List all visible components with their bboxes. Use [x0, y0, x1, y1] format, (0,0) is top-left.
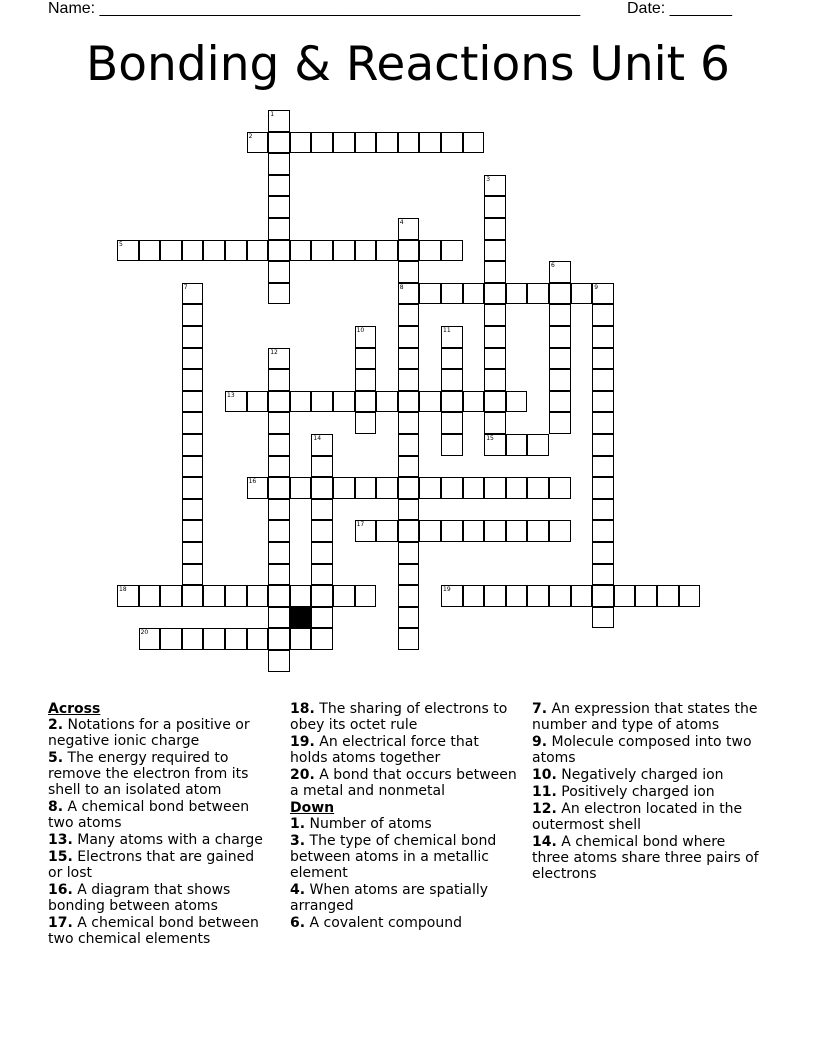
grid-cell[interactable] [355, 326, 377, 348]
grid-cell[interactable] [398, 585, 420, 607]
grid-cell[interactable] [290, 628, 312, 650]
grid-cell[interactable] [398, 391, 420, 413]
grid-cell[interactable] [592, 542, 614, 564]
grid-cell[interactable] [182, 391, 204, 413]
grid-cell[interactable] [657, 585, 679, 607]
grid-cell[interactable] [484, 326, 506, 348]
grid-cell[interactable] [247, 391, 269, 413]
clue-across-17: 17. A chemical bond between two chemical elements [48, 915, 259, 947]
grid-cell[interactable] [247, 132, 269, 154]
grid-cell[interactable] [182, 326, 204, 348]
clue-number: 18 [119, 586, 127, 594]
grid-cell[interactable] [527, 283, 549, 305]
grid-cell[interactable] [592, 456, 614, 478]
clue-across-18: 18. The sharing of electrons to obey its octet rule [290, 701, 508, 733]
grid-cell[interactable] [311, 434, 333, 456]
grid-cell[interactable] [182, 499, 204, 521]
grid-cell[interactable] [398, 369, 420, 391]
grid-cell[interactable] [160, 585, 182, 607]
grid-cell[interactable] [268, 240, 290, 262]
grid-cell[interactable] [355, 369, 377, 391]
grid-cell[interactable] [182, 520, 204, 542]
clues-column-2 [290, 701, 518, 932]
grid-cell[interactable] [355, 132, 377, 154]
clue-number: 5 [119, 240, 123, 248]
grid-cell[interactable] [290, 391, 312, 413]
grid-cell[interactable] [441, 326, 463, 348]
grid-cell[interactable] [441, 391, 463, 413]
clue-down-7: 7. An expression that states the number and type of atoms [532, 701, 758, 733]
grid-cell[interactable] [549, 520, 571, 542]
grid-cell[interactable] [311, 477, 333, 499]
grid-cell[interactable] [484, 391, 506, 413]
clue-number: 7 [183, 283, 188, 291]
grid-cell[interactable] [592, 607, 614, 629]
grid-cell[interactable] [268, 196, 290, 218]
grid-cell[interactable] [355, 412, 377, 434]
black-square [290, 607, 312, 629]
grid-cell[interactable] [441, 240, 463, 262]
clue-number: 3 [486, 175, 491, 183]
grid-cell[interactable] [268, 175, 290, 197]
grid-cell[interactable] [441, 348, 463, 370]
grid-cell[interactable] [506, 283, 528, 305]
grid-cell[interactable] [592, 283, 614, 305]
grid-cell[interactable] [398, 326, 420, 348]
grid-cell[interactable] [268, 391, 290, 413]
grid-cell[interactable] [592, 326, 614, 348]
grid-cell[interactable] [268, 434, 290, 456]
grid-cell[interactable] [311, 132, 333, 154]
grid-cell[interactable] [398, 283, 420, 305]
grid-cell[interactable] [247, 477, 269, 499]
grid-cell[interactable] [592, 477, 614, 499]
grid-cell[interactable] [592, 369, 614, 391]
grid-cell[interactable] [398, 261, 420, 283]
grid-cell[interactable] [484, 477, 506, 499]
grid-cell[interactable] [592, 434, 614, 456]
grid-cell[interactable] [549, 283, 571, 305]
grid-cell[interactable] [463, 132, 485, 154]
grid-cell[interactable] [182, 456, 204, 478]
grid-cell[interactable] [398, 240, 420, 262]
grid-cell[interactable] [419, 391, 441, 413]
grid-cell[interactable] [225, 585, 247, 607]
grid-cell[interactable] [441, 132, 463, 154]
grid-cell[interactable] [311, 542, 333, 564]
grid-cell[interactable] [311, 520, 333, 542]
clue-number: 14 [313, 435, 322, 442]
grid-cell[interactable] [484, 175, 506, 197]
grid-cell[interactable] [290, 585, 312, 607]
clue-across-2: 2. Notations for a positive or negative ionic charge [48, 717, 250, 749]
grid-cell[interactable] [311, 240, 333, 262]
clue-number: 2 [248, 132, 253, 140]
grid-cell[interactable] [376, 477, 398, 499]
grid-cell[interactable] [484, 283, 506, 305]
clue-across-19: 19. An electrical force that holds atoms together [290, 734, 479, 766]
grid-cell[interactable] [441, 520, 463, 542]
grid-cell[interactable] [376, 132, 398, 154]
grid-cell[interactable] [268, 477, 290, 499]
grid-cell[interactable] [549, 261, 571, 283]
grid-cell[interactable] [117, 240, 139, 262]
grid-cell[interactable] [355, 585, 377, 607]
grid-cell[interactable] [203, 240, 225, 262]
grid-cell[interactable] [614, 585, 636, 607]
grid-cell[interactable] [182, 283, 204, 305]
grid-cell[interactable] [441, 585, 463, 607]
clue-number: 1 [270, 111, 275, 118]
grid-cell[interactable] [268, 499, 290, 521]
grid-cell[interactable] [268, 261, 290, 283]
grid-cell[interactable] [484, 369, 506, 391]
grid-cell[interactable] [571, 585, 593, 607]
grid-cell[interactable] [592, 520, 614, 542]
clue-number: 8 [399, 283, 404, 291]
page-title: Bonding & Reactions Unit 6 [86, 37, 730, 92]
clue-down-9: 9. Molecule composed into two atoms [532, 734, 752, 766]
grid-cell[interactable] [203, 585, 225, 607]
grid-cell[interactable] [139, 240, 161, 262]
grid-cell[interactable] [549, 304, 571, 326]
grid-cell[interactable] [592, 391, 614, 413]
grid-cell[interactable] [311, 607, 333, 629]
grid-cell[interactable] [527, 520, 549, 542]
grid-cell[interactable] [506, 434, 528, 456]
grid-cell[interactable] [549, 477, 571, 499]
grid-cell[interactable] [182, 369, 204, 391]
grid-cell[interactable] [333, 132, 355, 154]
grid-cell[interactable] [182, 240, 204, 262]
clue-number: 9 [594, 283, 599, 291]
clue-number: 19 [443, 586, 451, 594]
grid-cell[interactable] [268, 110, 290, 132]
grid-cell[interactable] [398, 499, 420, 521]
grid-cell[interactable] [592, 564, 614, 586]
grid-cell[interactable] [268, 348, 290, 370]
grid-cell[interactable] [506, 520, 528, 542]
grid-cell[interactable] [398, 477, 420, 499]
grid-cell[interactable] [398, 132, 420, 154]
name-line: Name: ______________________________________________________ [48, 0, 581, 17]
grid-cell[interactable] [225, 391, 247, 413]
grid-cell[interactable] [463, 585, 485, 607]
grid-cell[interactable] [139, 628, 161, 650]
grid-cell[interactable] [484, 412, 506, 434]
clue-down-10: 10. Negatively charged ion [532, 767, 724, 783]
grid-cell[interactable] [484, 520, 506, 542]
grid-cell[interactable] [635, 585, 657, 607]
grid-cell[interactable] [290, 477, 312, 499]
clue-number: 20 [140, 629, 149, 637]
grid-cell[interactable] [268, 628, 290, 650]
grid-cell[interactable] [160, 240, 182, 262]
grid-cell[interactable] [290, 240, 312, 262]
date-line: Date: _______ [627, 0, 732, 17]
clues-column-1 [48, 701, 270, 948]
grid-cell[interactable] [398, 542, 420, 564]
grid-cell[interactable] [182, 477, 204, 499]
clue-number: 16 [248, 478, 257, 486]
grid-cell[interactable] [268, 542, 290, 564]
grid-cell[interactable] [182, 348, 204, 370]
grid-cell[interactable] [333, 391, 355, 413]
clue-across-5: 5. The energy required to remove the electron from its shell to an isolated atom [48, 750, 249, 798]
clue-number: 4 [399, 219, 404, 226]
grid-cell[interactable] [463, 391, 485, 413]
grid-cell[interactable] [527, 585, 549, 607]
grid-cell[interactable] [203, 628, 225, 650]
clue-down-1: 1. Number of atoms [290, 816, 432, 832]
grid-cell[interactable] [549, 326, 571, 348]
grid-cell[interactable] [182, 585, 204, 607]
grid-cell[interactable] [268, 132, 290, 154]
grid-cell[interactable] [268, 564, 290, 586]
grid-cell[interactable] [139, 585, 161, 607]
grid-cell[interactable] [484, 348, 506, 370]
grid-cell[interactable] [484, 304, 506, 326]
grid-cell[interactable] [182, 434, 204, 456]
grid-cell[interactable] [160, 628, 182, 650]
grid-cell[interactable] [549, 391, 571, 413]
grid-cell[interactable] [463, 520, 485, 542]
grid-cell[interactable] [398, 304, 420, 326]
grid-cell[interactable] [376, 520, 398, 542]
grid-cell[interactable] [182, 304, 204, 326]
grid-cell[interactable] [355, 477, 377, 499]
grid-cell[interactable] [398, 412, 420, 434]
grid-cell[interactable] [182, 542, 204, 564]
grid-cell[interactable] [268, 520, 290, 542]
grid-cell[interactable] [311, 585, 333, 607]
clue-number: 12 [270, 348, 278, 356]
grid-cell[interactable] [398, 520, 420, 542]
grid-cell[interactable] [398, 456, 420, 478]
grid-cell[interactable] [268, 412, 290, 434]
grid-cell[interactable] [679, 585, 701, 607]
clues-column-3 [532, 701, 760, 883]
grid-cell[interactable] [182, 628, 204, 650]
grid-cell[interactable] [398, 434, 420, 456]
clue-number: 11 [443, 327, 451, 334]
grid-cell[interactable] [592, 348, 614, 370]
clue-across-8: 8. A chemical bond between two atoms [48, 799, 250, 831]
grid-cell[interactable] [419, 520, 441, 542]
grid-cell[interactable] [225, 240, 247, 262]
grid-cell[interactable] [484, 585, 506, 607]
grid-cell[interactable] [441, 369, 463, 391]
grid-cell[interactable] [506, 585, 528, 607]
grid-cell[interactable] [506, 477, 528, 499]
grid-cell[interactable] [290, 132, 312, 154]
grid-cell[interactable] [268, 650, 290, 672]
grid-cell[interactable] [527, 477, 549, 499]
grid-cell[interactable] [311, 499, 333, 521]
grid-cell[interactable] [398, 628, 420, 650]
grid-cell[interactable] [376, 391, 398, 413]
grid-cell[interactable] [592, 412, 614, 434]
clue-down-14: 14. A chemical bond where three atoms share three pairs of electrons [532, 834, 759, 882]
grid-cell[interactable] [311, 564, 333, 586]
grid-cell[interactable] [419, 132, 441, 154]
grid-cell[interactable] [311, 628, 333, 650]
grid-cell[interactable] [333, 240, 355, 262]
grid-cell[interactable] [333, 585, 355, 607]
grid-cell[interactable] [506, 391, 528, 413]
grid-cell[interactable] [549, 412, 571, 434]
grid-cell[interactable] [268, 456, 290, 478]
grid-cell[interactable] [355, 348, 377, 370]
grid-cell[interactable] [247, 628, 269, 650]
grid-cell[interactable] [225, 628, 247, 650]
grid-cell[interactable] [484, 218, 506, 240]
clue-number: 13 [227, 391, 235, 399]
grid-cell[interactable] [571, 283, 593, 305]
grid-cell[interactable] [355, 391, 377, 413]
grid-cell[interactable] [441, 477, 463, 499]
grid-cell[interactable] [268, 607, 290, 629]
clue-across-13: 13. Many atoms with a charge [48, 832, 263, 848]
clue-number: 17 [356, 521, 365, 529]
clue-down-4: 4. When atoms are spatially arranged [290, 882, 489, 914]
grid-cell[interactable] [398, 348, 420, 370]
grid-cell[interactable] [463, 477, 485, 499]
grid-cell[interactable] [463, 283, 485, 305]
clue-down-11: 11. Positively charged ion [532, 784, 715, 800]
clue-down-12: 12. An electron located in the outermost shell [532, 801, 743, 833]
grid-cell[interactable] [376, 240, 398, 262]
grid-cell[interactable] [484, 434, 506, 456]
grid-cell[interactable] [419, 240, 441, 262]
grid-cell[interactable] [247, 240, 269, 262]
grid-cell[interactable] [333, 477, 355, 499]
clue-down-3: 3. The type of chemical bond between atoms in a metallic element [290, 833, 497, 881]
clue-across-16: 16. A diagram that shows bonding between atoms [48, 882, 231, 914]
clue-number: 15 [486, 435, 494, 442]
clue-down-6: 6. A covalent compound [290, 915, 462, 931]
grid-cell[interactable] [441, 283, 463, 305]
grid-cell[interactable] [592, 585, 614, 607]
grid-cell[interactable] [441, 434, 463, 456]
grid-cell[interactable] [549, 348, 571, 370]
grid-cell[interactable] [484, 196, 506, 218]
grid-cell[interactable] [592, 499, 614, 521]
clue-number: 6 [551, 262, 555, 270]
clue-across-15: 15. Electrons that are gained or lost [48, 849, 255, 881]
grid-cell[interactable] [268, 218, 290, 240]
grid-cell[interactable] [592, 304, 614, 326]
grid-cell[interactable] [549, 585, 571, 607]
grid-cell[interactable] [484, 261, 506, 283]
grid-cell[interactable] [247, 585, 269, 607]
across-heading: Across [48, 701, 101, 717]
grid-cell[interactable] [484, 240, 506, 262]
grid-cell[interactable] [182, 564, 204, 586]
grid-cell[interactable] [549, 369, 571, 391]
grid-cell[interactable] [182, 412, 204, 434]
grid-cell[interactable] [398, 564, 420, 586]
grid-cell[interactable] [117, 585, 139, 607]
grid-cell[interactable] [398, 607, 420, 629]
grid-cell[interactable] [355, 240, 377, 262]
grid-cell[interactable] [268, 153, 290, 175]
grid-cell[interactable] [268, 585, 290, 607]
grid-cell[interactable] [419, 477, 441, 499]
down-heading: Down [290, 800, 335, 816]
grid-cell[interactable] [355, 520, 377, 542]
grid-cell[interactable] [311, 456, 333, 478]
grid-cell[interactable] [441, 412, 463, 434]
grid-cell[interactable] [527, 434, 549, 456]
clue-across-20: 20. A bond that occurs between a metal and nonmetal [290, 767, 517, 799]
grid-cell[interactable] [268, 369, 290, 391]
grid-cell[interactable] [419, 283, 441, 305]
grid-cell[interactable] [311, 391, 333, 413]
grid-cell[interactable] [398, 218, 420, 240]
clue-number: 10 [356, 327, 365, 334]
grid-cell[interactable] [268, 283, 290, 305]
